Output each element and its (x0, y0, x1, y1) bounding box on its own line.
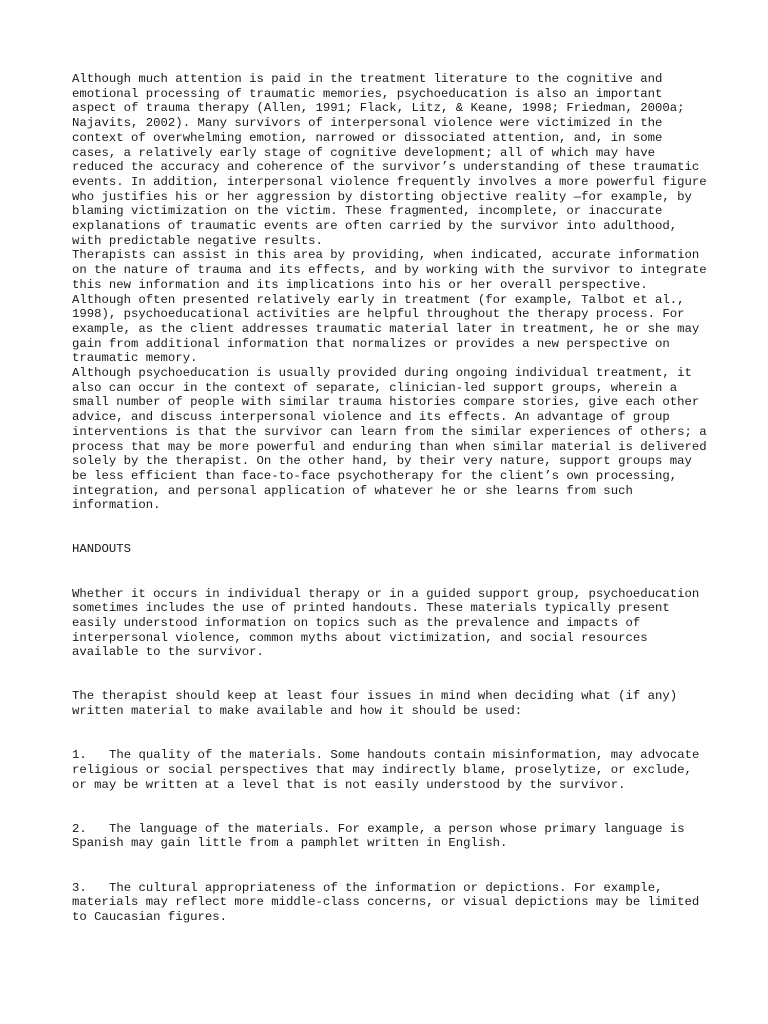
spacer (72, 660, 712, 689)
intro-paragraph-2: Therapists can assist in this area by providing, when indicated, accurate information on the nature of trauma and its effects, and by working with the survivor to integrate this new information and its implications into his or her overall perspective. Although often presented relatively early in treatment (for example, Talbot et al., 1998), psychoeducational activities are helpful throughout the therapy process. For example, as the client addresses traumatic material later in treatment, he or she may gain from additional information that normalizes or provides a new perspective on traumatic memory. (72, 248, 707, 366)
list-item-number: 2. (72, 821, 87, 836)
list-item (72, 881, 712, 925)
list-item-number: 3. (72, 880, 87, 895)
list-item-text: The language of the materials. For example, a person whose primary language is Spanish may gain little from a pamphlet written in English. (72, 821, 685, 851)
list-item-number: 1. (72, 748, 87, 763)
spacer (72, 792, 712, 821)
list-item-text: The cultural appropriateness of the information or depictions. For example, materials may reflect more middle-class concerns, or visual depictions may be limited to Caucasian figures. (72, 880, 700, 924)
document-page (72, 72, 712, 925)
section-heading: HANDOUTS (72, 542, 132, 557)
list-item-text: The quality of the materials. Some handouts contain misinformation, may advocate religious or social perspectives that may indirectly blame, proselytize, or exclude, or may be written at a level that is not easily understood by the survivor. (72, 748, 700, 792)
spacer (72, 719, 712, 748)
spacer (72, 513, 712, 542)
list-item (72, 748, 712, 792)
list-item (72, 822, 712, 851)
spacer (72, 557, 712, 586)
handouts-paragraph-2: The therapist should keep at least four issues in mind when deciding what (if any) written material to make available and how it should be used: (72, 689, 678, 719)
spacer (72, 851, 712, 880)
handouts-paragraph-1: Whether it occurs in individual therapy or in a guided support group, psychoeducation sometimes includes the use of printed handouts. These materials typically present easily understood information on topics such as the prevalence and impacts of interpersonal violence, common myths about victimization, and social resources available to the survivor. (72, 586, 700, 660)
intro-paragraph-3: Although psychoeducation is usually provided during ongoing individual treatment, it also can occur in the context of separate, clinician-led support groups, wherein a small number of people with similar trauma histories compare stories, give each other advice, and discuss interpersonal violence and its effects. An advantage of group interventions is that the survivor can learn from the similar experiences of others; a process that may be more powerful and enduring than when similar material is delivered solely by the therapist. On the other hand, by their very nature, support groups may be less efficient than face-to-face psychotherapy for the client’s own processing, integration, and personal application of whatever he or she learns from such information. (72, 366, 707, 513)
intro-paragraph-1: Although much attention is paid in the treatment literature to the cognitive and emotional processing of traumatic memories, psychoeducation is also an important aspect of trauma therapy (Allen, 1991; Flack, Litz, & Keane, 1998; Friedman, 2000a; Najavits, 2002). Many survivors of interpersonal violence were victimized in the context of overwhelming emotion, narrowed or dissociated attention, and, in some cases, a relatively early stage of cognitive development; all of which may have reduced the accuracy and coherence of the survivor’s understanding of these traumatic events. In addition, interpersonal violence frequently involves a more powerful figure who justifies his or her aggression by distorting objective reality —for example, by blaming victimization on the victim. These fragmented, incomplete, or inaccurate explanations of traumatic events are often carried by the survivor into adulthood, with predictable negative results. (72, 72, 707, 248)
